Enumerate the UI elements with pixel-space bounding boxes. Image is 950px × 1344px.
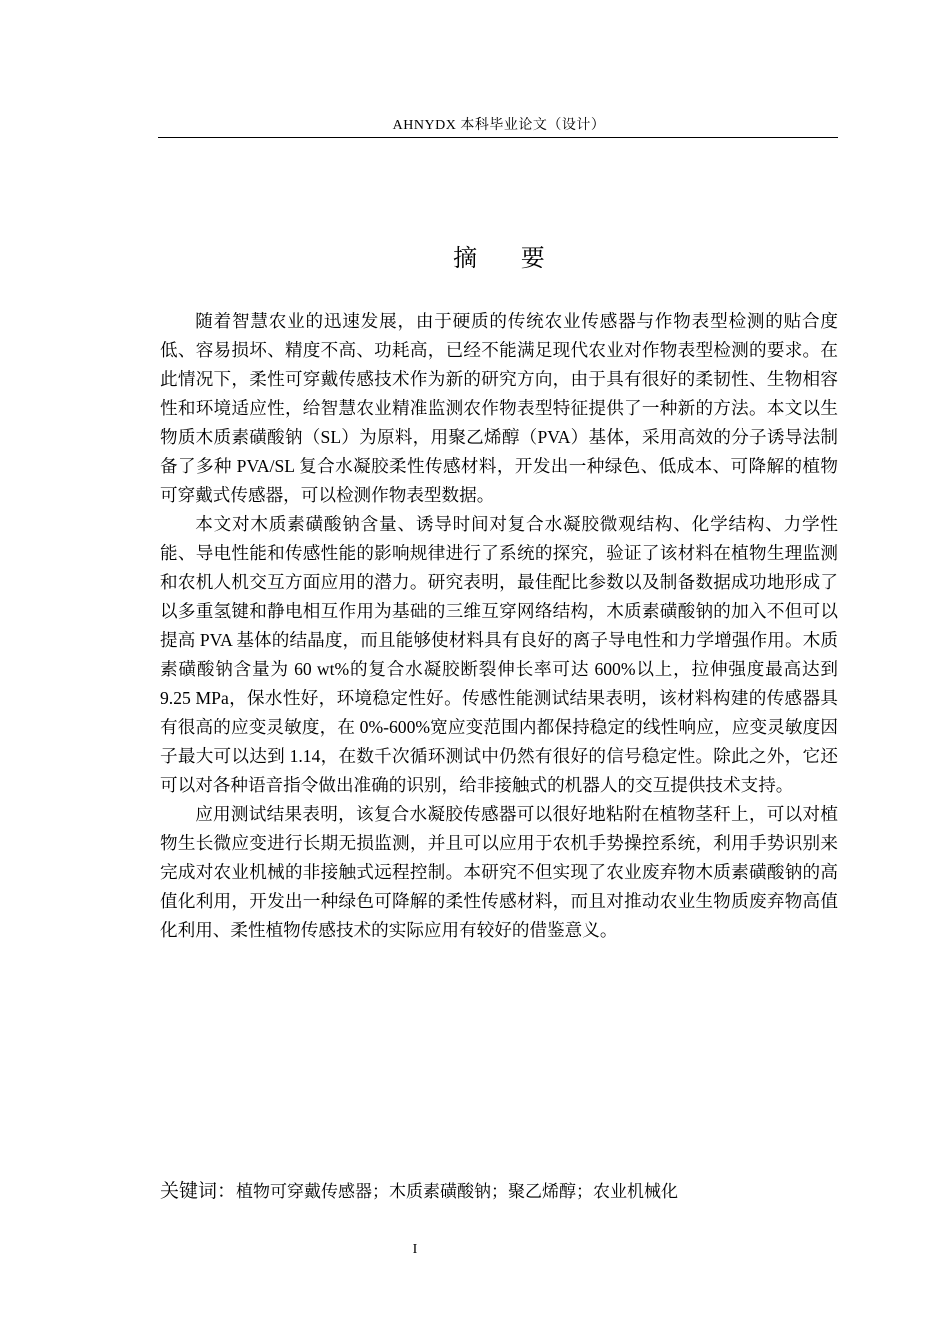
abstract-paragraph-3: 应用测试结果表明，该复合水凝胶传感器可以很好地粘附在植物茎秆上，可以对植物生长微应变进行长期无损监测，并且可以应用于农机手势操控系统，利用手势识别来完成对农业机械的非接触式远程控制。本研究不但实现了农业废弃物木质素磺酸钠的高值化利用，开发出一种绿色可降解的柔性传感材料，而且对推动农业生物质废弃物高值化利用、柔性植物传感技术的实际应用有较好的借鉴意义。 <box>160 804 838 940</box>
header-divider <box>158 137 838 138</box>
abstract-body <box>160 307 838 945</box>
page-number: I <box>412 1242 418 1257</box>
keywords-label: 关键词： <box>160 1180 237 1202</box>
keywords-text: 植物可穿戴传感器；木质素磺酸钠；聚乙烯醇；农业机械化 <box>236 1182 679 1201</box>
page-header: AHNYDX 本科毕业论文（设计） <box>392 118 606 133</box>
abstract-title: 摘 要 <box>453 244 563 272</box>
abstract-paragraph-2: 本文对木质素磺酸钠含量、诱导时间对复合水凝胶微观结构、化学结构、力学性能、导电性能和传感性能的影响规律进行了系统的探究，验证了该材料在植物生理监测和农机人机交互方面应用的潜力。研究表明，最佳配比参数以及制备数据成功地形成了以多重氢键和静电相互作用为基础的三维互穿网络结构，木质素磺酸钠的加入不但可以提高 PVA 基体的结晶度，而且能够使材料具有良好的离子导电性和力学增强作用。木质素磺酸钠含量为 60 wt%的复合水凝胶断裂伸长率可达 600%以上，拉伸强度最高达到 9.25 MPa，保水性好，环境稳定性好。传感性能测试结果表明，该材料构建的传感器具有很高的应变灵敏度，在 0%-600%宽应变范围内都保持稳定的线性响应，应变灵敏度因子最大可以达到 1.14，在数千次循环测试中仍然有很好的信号稳定性。除此之外，它还可以对各种语音指令做出准确的识别，给非接触式的机器人的交互提供技术支持。 <box>160 514 838 795</box>
abstract-paragraph-1: 随着智慧农业的迅速发展，由于硬质的传统农业传感器与作物表型检测的贴合度低、容易损坏、精度不高、功耗高，已经不能满足现代农业对作物表型检测的要求。在此情况下，柔性可穿戴传感技术作为新的研究方向，由于具有很好的柔韧性、生物相容性和环境适应性，给智慧农业精准监测农作物表型特征提供了一种新的方法。本文以生物质木质素磺酸钠（SL）为原料，用聚乙烯醇（PVA）基体，采用高效的分子诱导法制备了多种 PVA/SL 复合水凝胶柔性传感材料，开发出一种绿色、低成本、可降解的植物可穿戴式传感器，可以检测作物表型数据。 <box>160 311 838 505</box>
keywords-line <box>160 1176 838 1203</box>
